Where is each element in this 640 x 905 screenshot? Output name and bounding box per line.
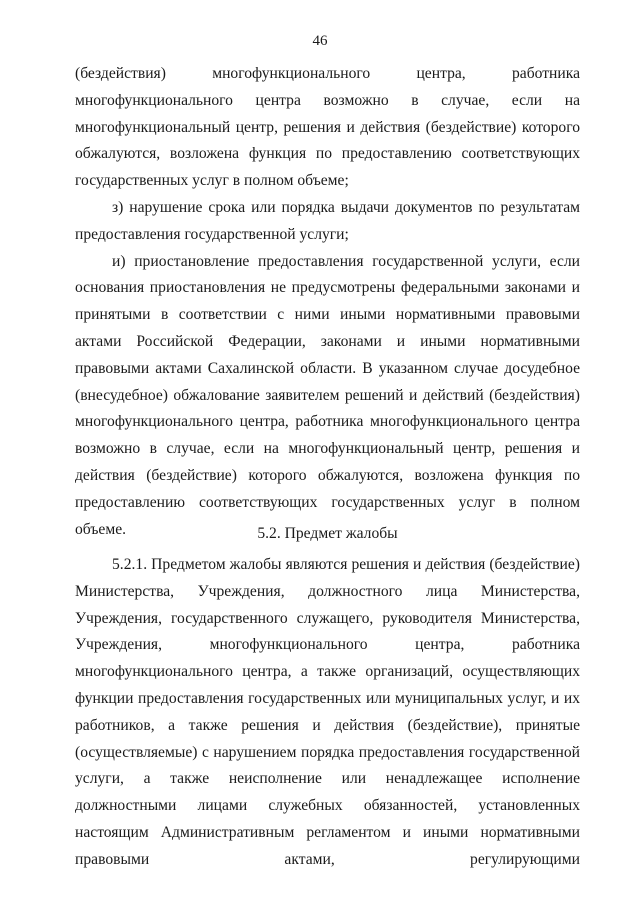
paragraph-continued: (бездействия) многофункционального центра, работника многофункционального центра возможно в случае, если на многофункциональный центр, решения и действия (бездействие) которого обжалуются, возложена функция по предоставлению соответствующих государственных услуг в полном объеме;: [75, 65, 580, 190]
section-body-1: [75, 61, 580, 543]
paragraph-5-2-1: 5.2.1. Предметом жалобы являются решения и действия (бездействие) Министерства, Учреждения, должностного лица Министерства, Учреждения, государственного служащего, руководителя Министерства, Учреждения, многофункционального центра, работника многофункционального центра, а также организаций, осуществляющих функции предоставления государственных или муниципальных услуг, и их работников, а также решения и действия (бездействие), принятые (осуществляемые) с нарушением порядка предоставления государственной услуги, а также неисполнение или ненадлежащее исполнение должностными лицами служебных обязанностей, установленных настоящим Административным регламентом и иными нормативными правовыми актами, регулирующими: [75, 556, 580, 868]
list-item-i: и) приостановление предоставления государственной услуги, если основания приостановления не предусмотрены федеральными законами и принятыми в соответствии с ними иными нормативными правовыми актами Российской Федерации, законами и иными нормативными правовыми актами Сахалинской области. В указанном случае досудебное (внесудебное) обжалование заявителем решений и действий (бездействия) многофункционального центра, работника многофункционального центра возможно в случае, если на многофункциональный центр, решения и действия (бездействие) которого обжалуются, возложена функция по предоставлению соответствующих государственных услуг в полном объеме.: [75, 252, 580, 538]
list-item-z: з) нарушение срока или порядка выдачи документов по результатам предоставления государственной услуги;: [75, 198, 580, 243]
section-body-2: [75, 552, 580, 874]
section-heading: 5.2. Предмет жалобы: [257, 525, 398, 542]
page-number: 46: [312, 33, 328, 49]
